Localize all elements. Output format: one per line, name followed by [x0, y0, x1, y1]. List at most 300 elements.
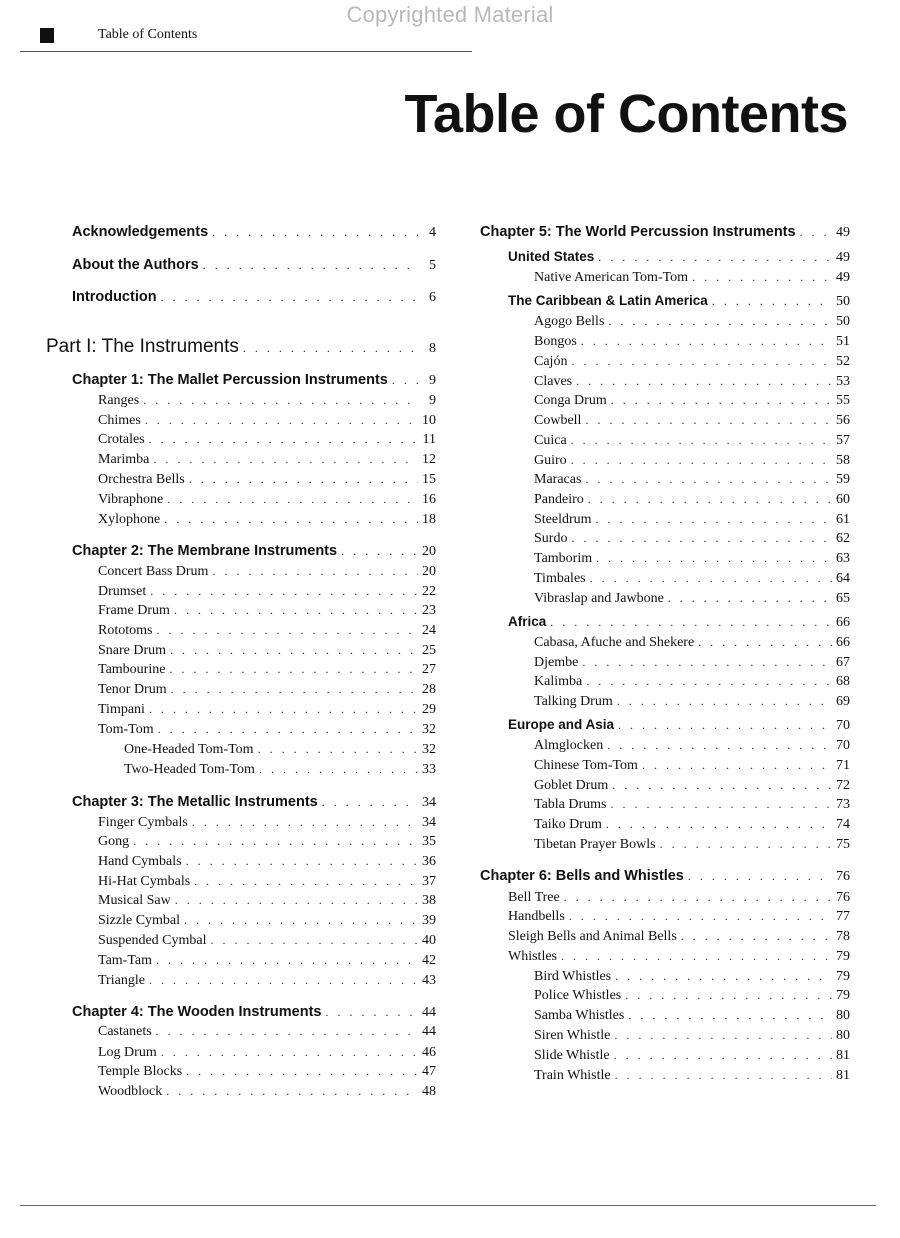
toc-entry-page: 66	[836, 615, 850, 630]
dot-leader	[596, 549, 832, 567]
toc-entry-page: 77	[836, 909, 850, 924]
toc-entry-title: Conga Drum	[534, 393, 607, 408]
toc-entry-title: Chapter 6: Bells and Whistles	[480, 868, 684, 884]
toc-entry-title: Snare Drum	[98, 643, 167, 658]
toc-entry-page: 29	[422, 702, 436, 717]
toc-entry	[476, 815, 850, 834]
toc-entry	[476, 268, 850, 287]
toc-entry-title: Orchestra Bells	[98, 472, 185, 487]
toc-entry-title: Whistles	[508, 949, 557, 964]
toc-entry	[476, 312, 850, 331]
toc-entry-title: Vibraphone	[98, 492, 164, 507]
toc-entry	[476, 1026, 850, 1045]
toc-entry	[476, 223, 850, 242]
dot-leader	[615, 967, 832, 985]
toc-entry	[476, 835, 850, 854]
dot-leader	[158, 720, 418, 738]
toc-entry-title: Police Whistles	[534, 988, 622, 1003]
toc-entry-page: 16	[422, 492, 436, 507]
toc-entry-title: Agogo Bells	[534, 314, 605, 329]
dot-leader	[175, 891, 418, 909]
toc-entry-page: 81	[836, 1068, 850, 1083]
toc-entry-title: Talking Drum	[534, 694, 613, 709]
toc-entry-title: Cabasa, Afuche and Shekere	[534, 635, 695, 650]
toc-entry-page: 10	[422, 413, 436, 428]
toc-entry-title: Rototoms	[98, 623, 153, 638]
dot-leader	[156, 1022, 418, 1040]
dot-leader	[143, 391, 418, 409]
toc-entry-page: 51	[836, 334, 850, 349]
toc-entry-title: Drumset	[98, 584, 147, 599]
toc-entry	[476, 888, 850, 907]
toc-entry-page: 79	[836, 949, 850, 964]
toc-entry-page: 5	[429, 258, 436, 273]
toc-entry-page: 20	[422, 564, 436, 579]
dot-leader	[156, 951, 418, 969]
toc-entry-title: Tamborim	[534, 551, 593, 566]
page-title: Table of Contents	[404, 84, 848, 144]
toc-entry-page: 61	[836, 512, 850, 527]
dot-leader	[564, 888, 832, 906]
dot-leader	[581, 332, 832, 350]
toc-entry	[476, 292, 850, 311]
toc-entry-title: The Caribbean & Latin America	[508, 293, 708, 308]
toc-entry-page: 42	[422, 953, 436, 968]
dot-leader	[598, 248, 832, 266]
header-rule	[20, 51, 472, 52]
dot-leader	[628, 1006, 832, 1024]
toc-entry-page: 53	[836, 374, 850, 389]
dot-leader	[611, 795, 832, 813]
toc-entry-page: 28	[422, 682, 436, 697]
toc-entry-title: Slide Whistle	[534, 1048, 610, 1063]
toc-entry-title: Tam-Tam	[98, 953, 153, 968]
toc-entry-page: 81	[836, 1048, 850, 1063]
toc-entry-page: 73	[836, 797, 850, 812]
dot-leader	[322, 793, 418, 811]
toc-entry-page: 11	[422, 432, 436, 447]
toc-entry-title: Triangle	[98, 973, 145, 988]
dot-leader	[617, 692, 832, 710]
dot-leader	[149, 430, 418, 448]
toc-entry-page: 57	[836, 433, 850, 448]
toc-entry-page: 9	[429, 393, 436, 408]
toc-entry-title: Sleigh Bells and Animal Bells	[508, 929, 677, 944]
toc-entry-page: 25	[422, 643, 436, 658]
dot-leader	[258, 740, 418, 758]
toc-entry-page: 80	[836, 1008, 850, 1023]
toc-entry	[40, 720, 436, 739]
toc-entry-page: 27	[422, 662, 436, 677]
toc-entry	[476, 756, 850, 775]
toc-entry-title: Almglocken	[534, 738, 604, 753]
toc-entry	[476, 569, 850, 588]
dot-leader	[550, 613, 832, 631]
toc-entry-page: 76	[836, 869, 850, 884]
dot-leader	[212, 562, 418, 580]
toc-entry	[476, 967, 850, 986]
toc-entry	[40, 542, 436, 561]
toc-entry	[476, 549, 850, 568]
dot-leader	[596, 510, 832, 528]
toc-entry-page: 43	[422, 973, 436, 988]
toc-entry	[40, 760, 436, 779]
dot-leader	[561, 947, 832, 965]
toc-entry-page: 74	[836, 817, 850, 832]
toc-entry	[476, 1066, 850, 1085]
toc-entry	[40, 391, 436, 410]
dot-leader	[607, 736, 832, 754]
dot-leader	[585, 411, 832, 429]
toc-entry	[476, 692, 850, 711]
dot-leader	[192, 813, 418, 831]
toc-entry-title: Suspended Cymbal	[98, 933, 207, 948]
dot-leader	[161, 1043, 418, 1061]
toc-entry-page: 32	[422, 742, 436, 757]
toc-entry	[40, 1043, 436, 1062]
toc-entry-title: Native American Tom-Tom	[534, 270, 689, 285]
toc-entry	[40, 740, 436, 759]
toc-entry	[40, 813, 436, 832]
dot-leader	[660, 835, 832, 853]
toc-entry-page: 49	[836, 225, 850, 240]
toc-entry	[40, 1022, 436, 1041]
toc-entry-title: Goblet Drum	[534, 778, 609, 793]
toc-entry-page: 56	[836, 413, 850, 428]
toc-entry-title: Bell Tree	[508, 890, 560, 905]
toc-entry-page: 49	[836, 270, 850, 285]
toc-entry-title: Bird Whistles	[534, 969, 612, 984]
dot-leader	[164, 510, 418, 528]
toc-entry	[40, 621, 436, 640]
dot-leader	[161, 288, 418, 306]
dot-leader	[576, 372, 832, 390]
toc-entry	[40, 1082, 436, 1101]
toc-entry-title: Kalimba	[534, 674, 583, 689]
toc-entry	[476, 736, 850, 755]
toc-entry-page: 52	[836, 354, 850, 369]
toc-entry	[476, 1046, 850, 1065]
toc-entry	[40, 470, 436, 489]
dot-leader	[149, 700, 418, 718]
toc-entry-title: Introduction	[72, 289, 157, 305]
dot-leader	[170, 641, 418, 659]
dot-leader	[186, 1062, 418, 1080]
toc-entry-page: 59	[836, 472, 850, 487]
toc-entry-page: 4	[429, 225, 436, 240]
toc-entry-title: Djembe	[534, 655, 579, 670]
toc-entry	[476, 391, 850, 410]
toc-entry-title: Chinese Tom-Tom	[534, 758, 638, 773]
dot-leader	[174, 601, 418, 619]
dot-leader	[590, 569, 832, 587]
toc-entry-title: Chapter 5: The World Percussion Instruments	[480, 224, 796, 240]
toc-entry-title: United States	[508, 249, 595, 264]
toc-entry	[476, 431, 850, 450]
dot-leader	[681, 927, 832, 945]
toc-entry	[476, 947, 850, 966]
dot-leader	[712, 292, 832, 310]
toc-entry-page: 34	[422, 795, 436, 810]
toc-entry-title: Cajón	[534, 354, 568, 369]
toc-entry-title: Cuica	[534, 433, 567, 448]
toc-entry-title: Castanets	[98, 1024, 152, 1039]
toc-entry-page: 20	[422, 544, 436, 559]
toc-entry-page: 22	[422, 584, 436, 599]
toc-entry	[40, 971, 436, 990]
toc-entry	[40, 1062, 436, 1081]
dot-leader	[612, 776, 832, 794]
toc-entry-page: 79	[836, 988, 850, 1003]
toc-entry-page: 65	[836, 591, 850, 606]
toc-entry-page: 44	[422, 1024, 436, 1039]
toc-entry-title: Acknowledgements	[72, 224, 209, 240]
toc-entry	[476, 529, 850, 548]
dot-leader	[259, 760, 418, 778]
toc-entry-page: 68	[836, 674, 850, 689]
toc-entry	[476, 372, 850, 391]
toc-entry	[476, 795, 850, 814]
footer-rule	[20, 1205, 876, 1206]
dot-leader	[688, 867, 832, 885]
toc-entry-page: 34	[422, 815, 436, 830]
toc-entry-title: Crotales	[98, 432, 145, 447]
toc-entry	[40, 256, 436, 275]
toc-entry	[476, 411, 850, 430]
toc-entry-page: 78	[836, 929, 850, 944]
toc-entry-title: Bongos	[534, 334, 577, 349]
toc-entry-title: Train Whistle	[534, 1068, 611, 1083]
toc-entry-title: Steeldrum	[534, 512, 592, 527]
dot-leader	[189, 470, 418, 488]
toc-entry	[40, 288, 436, 307]
toc-entry-title: Chimes	[98, 413, 141, 428]
dot-leader	[800, 223, 832, 241]
toc-entry	[40, 223, 436, 242]
toc-entry-page: 35	[422, 834, 436, 849]
running-header: Table of Contents	[98, 27, 198, 42]
toc-entry	[40, 680, 436, 699]
toc-entry-title: Timpani	[98, 702, 145, 717]
dot-leader	[571, 529, 832, 547]
toc-entry-title: Pandeiro	[534, 492, 584, 507]
toc-entry-page: 50	[836, 294, 850, 309]
dot-leader	[569, 907, 832, 925]
toc-entry-page: 37	[422, 874, 436, 889]
toc-entry	[40, 582, 436, 601]
dot-leader	[150, 582, 418, 600]
toc-entry	[476, 986, 850, 1005]
dot-leader	[618, 716, 832, 734]
toc-entry	[40, 411, 436, 430]
toc-entry	[40, 793, 436, 812]
toc-entry-page: 23	[422, 603, 436, 618]
toc-entry-title: Taiko Drum	[534, 817, 602, 832]
toc-entry-page: 33	[422, 762, 436, 777]
dot-leader	[615, 1066, 832, 1084]
toc-entry-title: Concert Bass Drum	[98, 564, 209, 579]
toc-entry-title: Africa	[508, 614, 547, 629]
toc-entry	[40, 891, 436, 910]
toc-entry-page: 80	[836, 1028, 850, 1043]
dot-leader	[133, 832, 418, 850]
toc-entry	[40, 336, 436, 360]
toc-entry-title: Europe and Asia	[508, 717, 615, 732]
toc-entry	[40, 951, 436, 970]
toc-entry-page: 40	[422, 933, 436, 948]
page-number-marker	[40, 28, 54, 43]
dot-leader	[243, 337, 418, 359]
toc-entry-page: 50	[836, 314, 850, 329]
toc-entry	[40, 562, 436, 581]
toc-entry-page: 38	[422, 893, 436, 908]
toc-entry-title: Chapter 2: The Membrane Instruments	[72, 543, 338, 559]
toc-entry-page: 64	[836, 571, 850, 586]
toc-entry-title: Tenor Drum	[98, 682, 167, 697]
dot-leader	[341, 542, 418, 560]
toc-entry-title: Musical Saw	[98, 893, 171, 908]
toc-entry-title: Hand Cymbals	[98, 854, 182, 869]
toc-entry-page: 76	[836, 890, 850, 905]
toc-entry-page: 60	[836, 492, 850, 507]
dot-leader	[668, 589, 832, 607]
toc-entry-page: 58	[836, 453, 850, 468]
dot-leader	[153, 450, 418, 468]
toc-entry	[40, 852, 436, 871]
watermark: Copyrighted Material	[346, 2, 554, 27]
dot-leader	[186, 852, 418, 870]
toc-entry-title: Tom-Tom	[98, 722, 154, 737]
toc-entry-title: Woodblock	[98, 1084, 163, 1099]
toc-entry	[476, 510, 850, 529]
toc-entry	[40, 660, 436, 679]
dot-leader	[194, 872, 418, 890]
dot-leader	[167, 490, 418, 508]
toc-entry-title: Ranges	[98, 393, 140, 408]
toc-entry-title: Maracas	[534, 472, 582, 487]
toc-entry	[40, 371, 436, 390]
toc-entry	[476, 352, 850, 371]
toc-entry	[476, 716, 850, 735]
toc-entry-page: 62	[836, 531, 850, 546]
toc-entry	[40, 430, 436, 449]
toc-entry-title: Sizzle Cymbal	[98, 913, 181, 928]
toc-entry-page: 70	[836, 738, 850, 753]
toc-entry	[40, 490, 436, 509]
toc-entry	[40, 601, 436, 620]
toc-entry-title: Tambourine	[98, 662, 166, 677]
toc-entry	[476, 490, 850, 509]
dot-leader	[325, 1003, 418, 1021]
toc-entry	[476, 867, 850, 886]
toc-entry-title: Guiro	[534, 453, 567, 468]
toc-entry-page: 46	[422, 1045, 436, 1060]
toc-entry-title: Log Drum	[98, 1045, 157, 1060]
toc-entry-page: 70	[836, 718, 850, 733]
toc-entry-title: Gong	[98, 834, 130, 849]
toc-entry-title: Claves	[534, 374, 573, 389]
dot-leader	[588, 490, 832, 508]
toc-entry-title: Vibraslap and Jawbone	[534, 591, 664, 606]
toc-entry-title: About the Authors	[72, 257, 199, 273]
toc-entry	[476, 907, 850, 926]
toc-entry-page: 6	[429, 290, 436, 305]
toc-entry-page: 49	[836, 250, 850, 265]
toc-entry-title: Frame Drum	[98, 603, 170, 618]
dot-leader	[166, 1082, 418, 1100]
toc-entry-page: 48	[422, 1084, 436, 1099]
toc-entry-page: 24	[422, 623, 436, 638]
toc-entry-page: 71	[836, 758, 850, 773]
dot-leader	[692, 268, 832, 286]
toc-entry-page: 18	[422, 512, 436, 527]
toc-entry-title: Tabla Drums	[534, 797, 607, 812]
toc-entry-title: Siren Whistle	[534, 1028, 611, 1043]
toc-entry	[476, 332, 850, 351]
toc-entry-title: Cowbell	[534, 413, 582, 428]
dot-leader	[156, 621, 418, 639]
toc-entry-page: 63	[836, 551, 850, 566]
dot-leader	[212, 223, 418, 241]
toc-entry	[40, 700, 436, 719]
toc-entry-page: 72	[836, 778, 850, 793]
toc-entry-page: 66	[836, 635, 850, 650]
dot-leader	[169, 660, 418, 678]
dot-leader	[571, 431, 832, 449]
dot-leader	[608, 312, 832, 330]
toc-entry	[476, 653, 850, 672]
toc-entry-page: 39	[422, 913, 436, 928]
toc-entry	[40, 1003, 436, 1022]
toc-entry-page: 32	[422, 722, 436, 737]
toc-entry-title: Two-Headed Tom-Tom	[124, 762, 255, 777]
dot-leader	[571, 451, 832, 469]
dot-leader	[203, 256, 418, 274]
toc-entry	[40, 832, 436, 851]
toc-entry-title: Surdo	[534, 531, 568, 546]
toc-entry	[40, 872, 436, 891]
dot-leader	[145, 411, 418, 429]
toc-entry-title: Finger Cymbals	[98, 815, 188, 830]
dot-leader	[392, 371, 418, 389]
dot-leader	[614, 1026, 832, 1044]
toc-entry	[476, 927, 850, 946]
toc-entry-page: 15	[422, 472, 436, 487]
toc-entry-page: 75	[836, 837, 850, 852]
dot-leader	[606, 815, 832, 833]
toc-entry-title: Temple Blocks	[98, 1064, 183, 1079]
toc-entry	[40, 510, 436, 529]
toc-entry	[476, 470, 850, 489]
toc-entry-title: One-Headed Tom-Tom	[124, 742, 254, 757]
dot-leader	[611, 391, 832, 409]
toc-entry	[476, 613, 850, 632]
dot-leader	[211, 931, 419, 949]
toc-entry	[40, 931, 436, 950]
toc-entry-page: 9	[429, 373, 436, 388]
toc-entry-title: Xylophone	[98, 512, 161, 527]
toc-entry-title: Samba Whistles	[534, 1008, 625, 1023]
dot-leader	[171, 680, 418, 698]
toc-entry	[476, 451, 850, 470]
toc-entry-page: 55	[836, 393, 850, 408]
dot-leader	[184, 911, 418, 929]
dot-leader	[614, 1046, 832, 1064]
toc-entry	[476, 672, 850, 691]
dot-leader	[586, 672, 832, 690]
dot-leader	[149, 971, 418, 989]
toc-entry-title: Hi-Hat Cymbals	[98, 874, 191, 889]
